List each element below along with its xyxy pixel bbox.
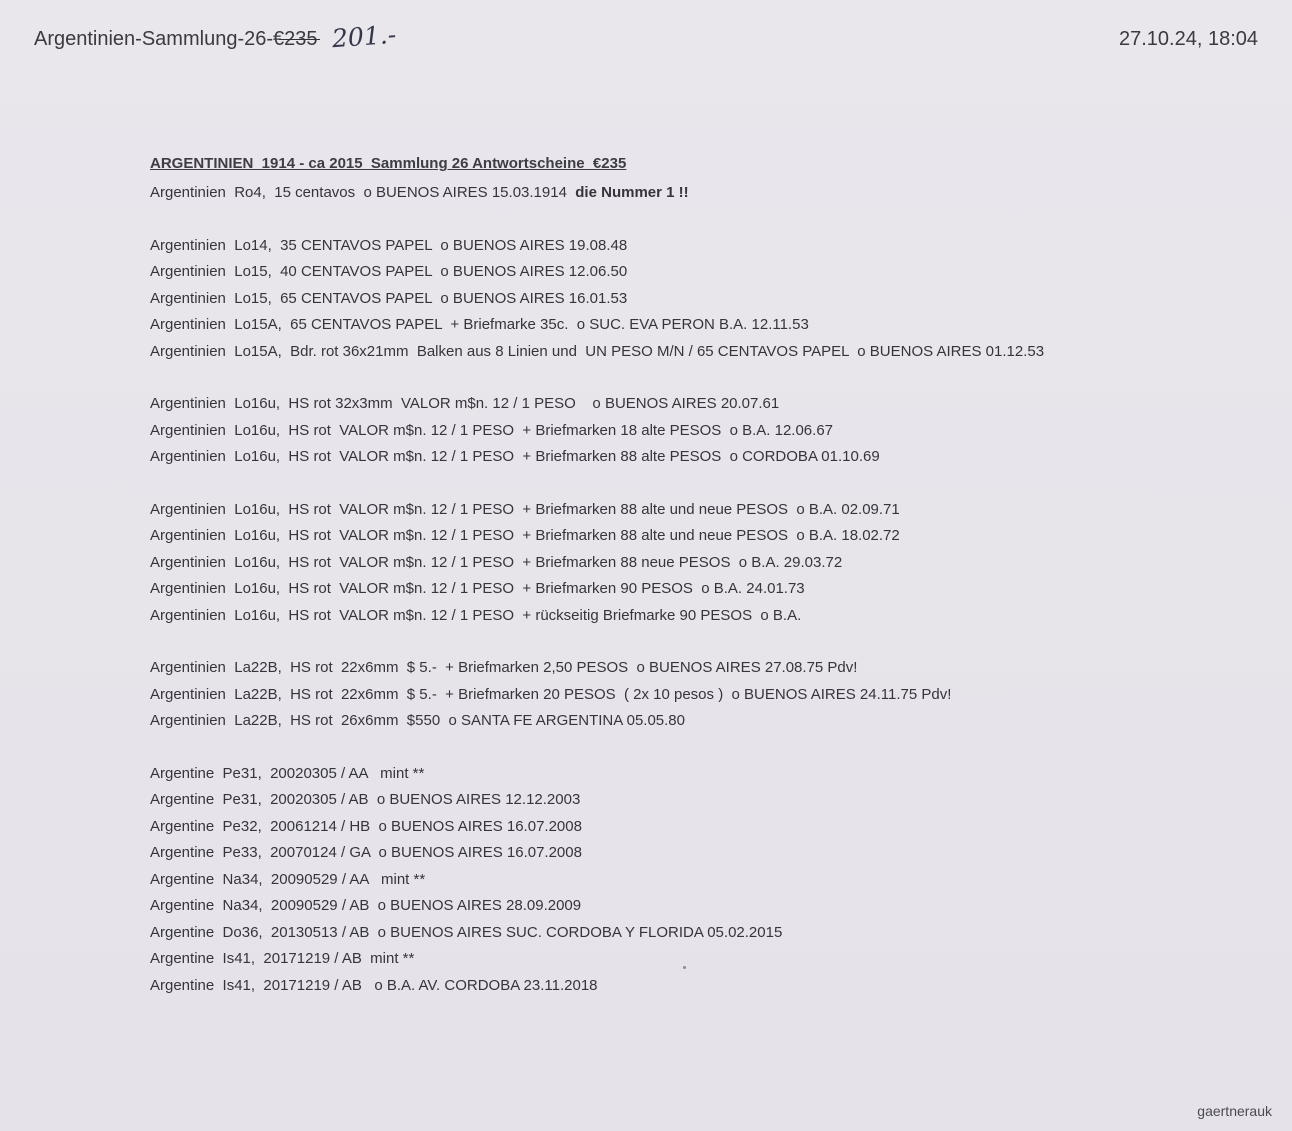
struck-price: €235 (273, 28, 318, 50)
print-header-title (34, 28, 318, 51)
speck (683, 966, 686, 969)
entry-line: Argentinien Lo15A, 65 CENTAVOS PAPEL + Briefmarke 35c. o SUC. EVA PERON B.A. 12.11.53 (150, 316, 809, 333)
entry-line: Argentinien Lo16u, HS rot 32x3mm VALOR m$n. 12 / 1 PESO o BUENOS AIRES 20.07.61 (150, 395, 780, 412)
entry-group (150, 233, 1250, 366)
entry-text: Argentinien Ro4, 15 centavos o BUENOS AIRES 15.03.1914 (150, 184, 576, 201)
entry-line: Argentine Na34, 20090529 / AA mint ** (150, 870, 426, 888)
entry-line: Argentine Is41, 20171219 / AB mint ** (150, 950, 415, 967)
document-title: ARGENTINIEN 1914 - ca 2015 Sammlung 26 Antwortscheine €235 (150, 155, 627, 172)
entry-line: Argentine Pe32, 20061214 / HB o BUENOS AIRES 16.07.2008 (150, 817, 582, 835)
entry-line: Argentine Na34, 20090529 / AB o BUENOS AIRES 28.09.2009 (150, 897, 582, 914)
entry-line: Argentinien La22B, HS rot 26x6mm $550 o SANTA FE ARGENTINA 05.05.80 (150, 712, 685, 729)
entry-line: Argentinien Lo16u, HS rot VALOR m$n. 12 / 1 PESO + Briefmarken 88 alte und neue PESOS o B.A. 18.02.72 (150, 527, 900, 544)
print-datetime: 27.10.24, 18:04 (1118, 28, 1258, 50)
entry-line: Argentinien Lo16u, HS rot VALOR m$n. 12 / 1 PESO + Briefmarken 88 alte PESOS o CORDOBA 01.10.69 (150, 448, 880, 465)
entry-line: Argentine Pe31, 20020305 / AB o BUENOS AIRES 12.12.2003 (150, 791, 581, 808)
entry-line: Argentine Pe33, 20070124 / GA o BUENOS AIRES 16.07.2008 (150, 844, 582, 861)
print-header-title-prefix: Argentinien-Sammlung-26- (34, 28, 274, 50)
watermark: gaertnerauk (1197, 1103, 1272, 1119)
entry-line: Argentine Pe31, 20020305 / AA mint ** (150, 764, 425, 782)
entry-line: Argentinien Lo14, 35 CENTAVOS PAPEL o BUENOS AIRES 19.08.48 (150, 236, 628, 254)
entry-group (150, 497, 1250, 630)
entry-line: Argentinien Lo15A, Bdr. rot 36x21mm Balken aus 8 Linien und UN PESO M/N / 65 CENTAVOS PAPEL o BUENOS AIRES 01.12.53 (150, 342, 1045, 360)
entry-line (150, 180, 1250, 207)
entry-line: Argentinien Lo16u, HS rot VALOR m$n. 12 / 1 PESO + Briefmarken 18 alte PESOS o B.A. 12.06.67 (150, 421, 834, 439)
entry-line: Argentine Is41, 20171219 / AB o B.A. AV. CORDOBA 23.11.2018 (150, 976, 598, 994)
entry-line: Argentinien La22B, HS rot 22x6mm $ 5.- + Briefmarken 2,50 PESOS o BUENOS AIRES 27.08.75 Pdv! (150, 659, 858, 676)
entry-line: Argentinien Lo16u, HS rot VALOR m$n. 12 / 1 PESO + rückseitig Briefmarke 90 PESOS o B.A. (150, 606, 802, 624)
entry-line: Argentine Do36, 20130513 / AB o BUENOS AIRES SUC. CORDOBA Y FLORIDA 05.02.2015 (150, 923, 783, 941)
document-body (150, 154, 1250, 999)
entry-line: Argentinien Lo15, 65 CENTAVOS PAPEL o BUENOS AIRES 16.01.53 (150, 289, 628, 307)
entry-group (150, 391, 1250, 471)
entry-line: Argentinien Lo16u, HS rot VALOR m$n. 12 / 1 PESO + Briefmarken 88 neue PESOS o B.A. 29.03.72 (150, 553, 843, 571)
entry-highlight: die Nummer 1 !! (575, 184, 689, 201)
entry-line: Argentinien Lo15, 40 CENTAVOS PAPEL o BUENOS AIRES 12.06.50 (150, 263, 628, 280)
entry-line: Argentinien Lo16u, HS rot VALOR m$n. 12 / 1 PESO + Briefmarken 88 alte und neue PESOS o B.A. 02.09.71 (150, 500, 900, 518)
entry-line: Argentinien Lo16u, HS rot VALOR m$n. 12 / 1 PESO + Briefmarken 90 PESOS o B.A. 24.01.73 (150, 580, 805, 597)
entry-line: Argentinien La22B, HS rot 22x6mm $ 5.- + Briefmarken 20 PESOS ( 2x 10 pesos ) o BUENOS AIRES 24.11.75 Pdv! (150, 685, 952, 703)
entry-group (150, 761, 1250, 1000)
entry-group (150, 655, 1250, 735)
handwritten-price: 201.- (331, 19, 398, 54)
